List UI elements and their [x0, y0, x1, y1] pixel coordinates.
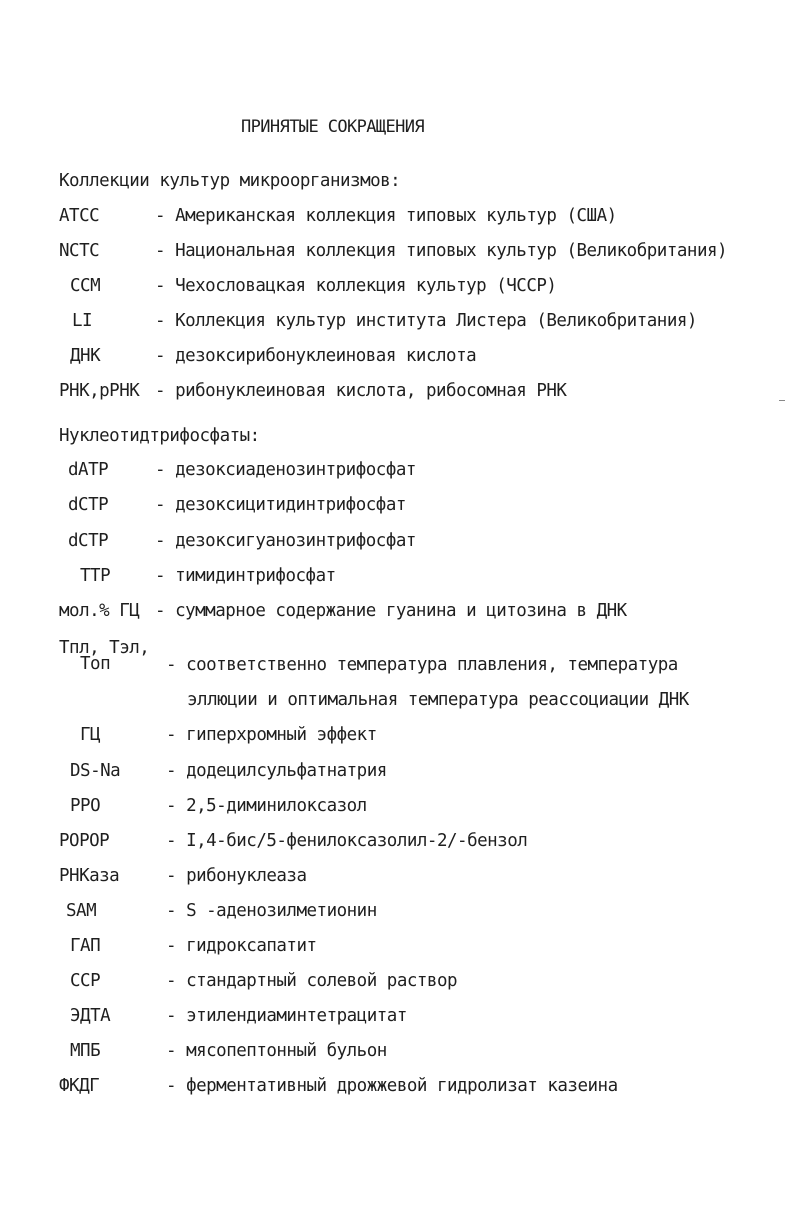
- abbr-definition: - дезоксигуанозинтрифосфат: [155, 531, 416, 551]
- abbr-definition: - рибонуклеиновая кислота, рибосомная РНК: [155, 381, 567, 401]
- abbr-definition: - стандартный солевой раствор: [166, 971, 458, 991]
- abbr-definition: - соответственно температура плавления, температура: [166, 655, 678, 675]
- abbr-definition: - рибонуклеаза: [166, 866, 307, 886]
- section-heading-collections: Коллекции культур микроорганизмов:: [59, 171, 401, 191]
- abbr-term: ТТР: [80, 566, 111, 586]
- abbr-term: РНК,рРНК: [59, 381, 140, 401]
- abbr-term: SАМ: [66, 901, 97, 921]
- abbr-term: АТСС: [59, 206, 100, 226]
- abbr-term: РНКаза: [59, 866, 120, 886]
- section-heading-nucleotides: Нуклеотидтрифосфаты:: [59, 426, 260, 446]
- abbr-term: МПБ: [70, 1041, 101, 1061]
- scan-speck: [779, 400, 785, 401]
- abbr-definition: - гиперхромный эффект: [166, 725, 377, 745]
- abbr-term: dАТР: [68, 460, 109, 480]
- abbr-definition: - дезоксирибонуклеиновая кислота: [155, 346, 477, 366]
- abbr-definition: - Национальная коллекция типовых культур (Великобритания): [155, 241, 728, 261]
- page-title: ПРИНЯТЫЕ СОКРАЩЕНИЯ: [241, 117, 425, 137]
- abbr-definition: эллюции и оптимальная температура реассоциации ДНК: [187, 690, 689, 710]
- abbr-definition: - I,4-бис/5-фенилоксазолил-2/-бензол: [166, 831, 528, 851]
- abbr-term: LI: [72, 311, 93, 331]
- abbr-definition: - 2,5-диминилоксазол: [166, 796, 367, 816]
- abbr-term: ФКДГ: [59, 1076, 100, 1096]
- abbr-definition: - ферментативный дрожжевой гидролизат казеина: [166, 1076, 618, 1096]
- abbr-term: РОРОР: [59, 831, 110, 851]
- abbr-definition: - гидроксапатит: [166, 936, 317, 956]
- abbr-term: Тпл, Тэл,: [59, 638, 150, 658]
- abbr-term: ГЦ: [80, 725, 101, 745]
- abbr-definition: - S -аденозилметионин: [166, 901, 377, 921]
- abbr-term: Топ: [80, 654, 111, 674]
- abbr-definition: - дезоксицитидинтрифосфат: [155, 495, 406, 515]
- abbr-definition: - Коллекция культур института Листера (Великобритания): [155, 311, 697, 331]
- abbr-term: ГАП: [70, 936, 101, 956]
- abbr-term: ДНК: [70, 346, 101, 366]
- abbr-term: DS-Na: [70, 761, 121, 781]
- abbr-term: dСТР: [68, 495, 109, 515]
- abbr-definition: - Американская коллекция типовых культур (США): [155, 206, 617, 226]
- abbr-term: ССМ: [70, 276, 101, 296]
- abbr-definition: - мясопептонный бульон: [166, 1041, 387, 1061]
- abbr-term: NCTC: [59, 241, 100, 261]
- abbr-term: dСТР: [68, 531, 109, 551]
- abbr-definition: - Чехословацкая коллекция культур (ЧССР): [155, 276, 557, 296]
- abbr-definition: - тимидинтрифосфат: [155, 566, 336, 586]
- abbr-definition: - суммарное содержание гуанина и цитозина в ДНК: [155, 601, 627, 621]
- abbr-term: РРО: [70, 796, 101, 816]
- abbr-definition: - дезоксиаденозинтрифосфат: [155, 460, 416, 480]
- abbr-term: мол.% ГЦ: [59, 601, 140, 621]
- abbr-term: ССР: [70, 971, 101, 991]
- abbr-term: ЭДТА: [70, 1006, 111, 1026]
- abbr-definition: - этилендиаминтетрацитат: [166, 1006, 407, 1026]
- abbr-definition: - додецилсульфатнатрия: [166, 761, 387, 781]
